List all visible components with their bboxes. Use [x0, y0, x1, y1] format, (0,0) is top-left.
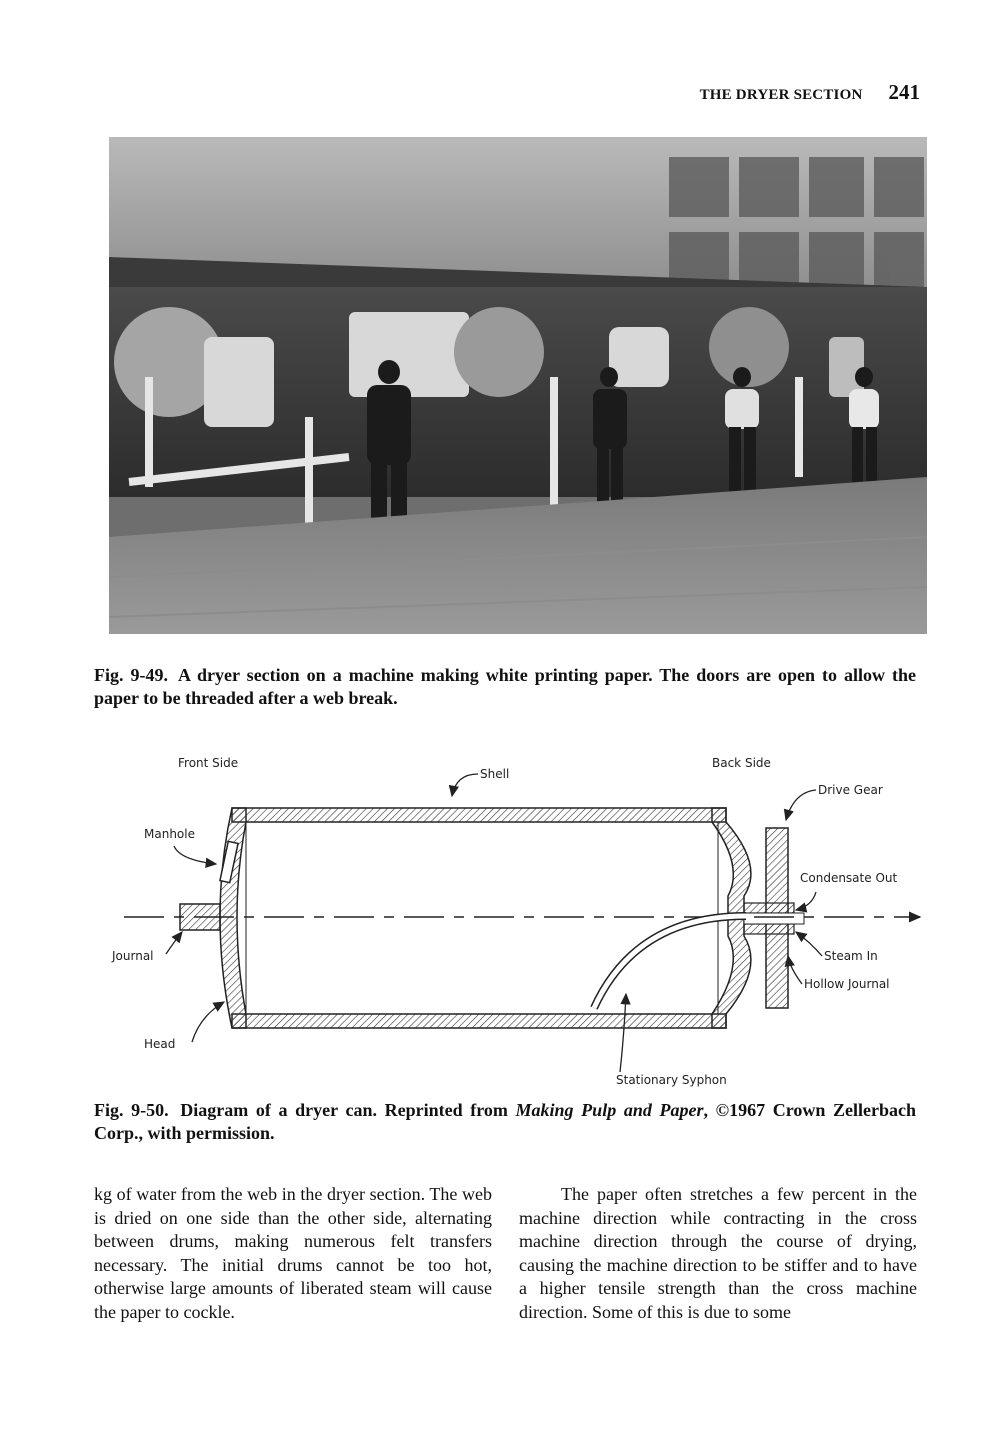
left-head — [220, 808, 246, 1028]
figure-49-text: A dryer section on a machine making white printing paper. The doors are open to allow the paper to be threaded after a web break. — [94, 665, 916, 708]
figure-50-source-title: Making Pulp and Paper — [515, 1100, 704, 1120]
body-right-paragraph: The paper often stretches a few percent in the machine direction while contracting in the cross machine direction through the course of drying, causing the machine direction to be stiffer and to have a higher tensile strength than the cross machine direction. Some of this is due to some — [519, 1184, 917, 1322]
label-front-side: Front Side — [178, 756, 239, 770]
label-stationary-syphon: Stationary Syphon — [616, 1073, 727, 1087]
label-back-side: Back Side — [712, 756, 771, 770]
label-manhole: Manhole — [144, 827, 195, 841]
page-header — [700, 80, 920, 105]
label-drive-gear: Drive Gear — [818, 783, 883, 797]
figure-49-label: Fig. 9-49. — [94, 665, 168, 685]
shell-top — [232, 808, 726, 822]
dryer-can-diagram — [96, 746, 936, 1092]
label-head: Head — [144, 1037, 176, 1051]
body-left-column — [94, 1183, 492, 1324]
body-left-paragraph: kg of water from the web in the dryer section. The web is dried on one side than the other side, alternating between drums, making numerous felt transfers necessary. The initial drums cannot be too hot, otherwise large amounts of liberated steam will cause the paper to cockle. — [94, 1184, 492, 1322]
shell-bottom — [232, 1014, 726, 1028]
body-right-column — [519, 1183, 917, 1324]
label-journal: Journal — [112, 949, 154, 963]
label-hollow-journal: Hollow Journal — [804, 977, 890, 991]
figure-50-text-pre: Diagram of a dryer can. Reprinted from — [180, 1100, 516, 1120]
label-steam-in: Steam In — [824, 949, 878, 963]
figure-50-text-post: , ©1967 Crown Zellerbach Corp., with permission. — [94, 1100, 917, 1143]
figure-50-caption — [94, 1099, 916, 1145]
dryer-section-photo — [109, 137, 927, 634]
figure-49-caption — [94, 664, 916, 710]
label-condensate-out: Condensate Out — [800, 871, 898, 885]
page-number: 241 — [888, 80, 920, 104]
running-title: THE DRYER SECTION — [699, 87, 863, 103]
figure-50-label: Fig. 9-50. — [94, 1100, 169, 1120]
label-shell: Shell — [480, 767, 510, 781]
